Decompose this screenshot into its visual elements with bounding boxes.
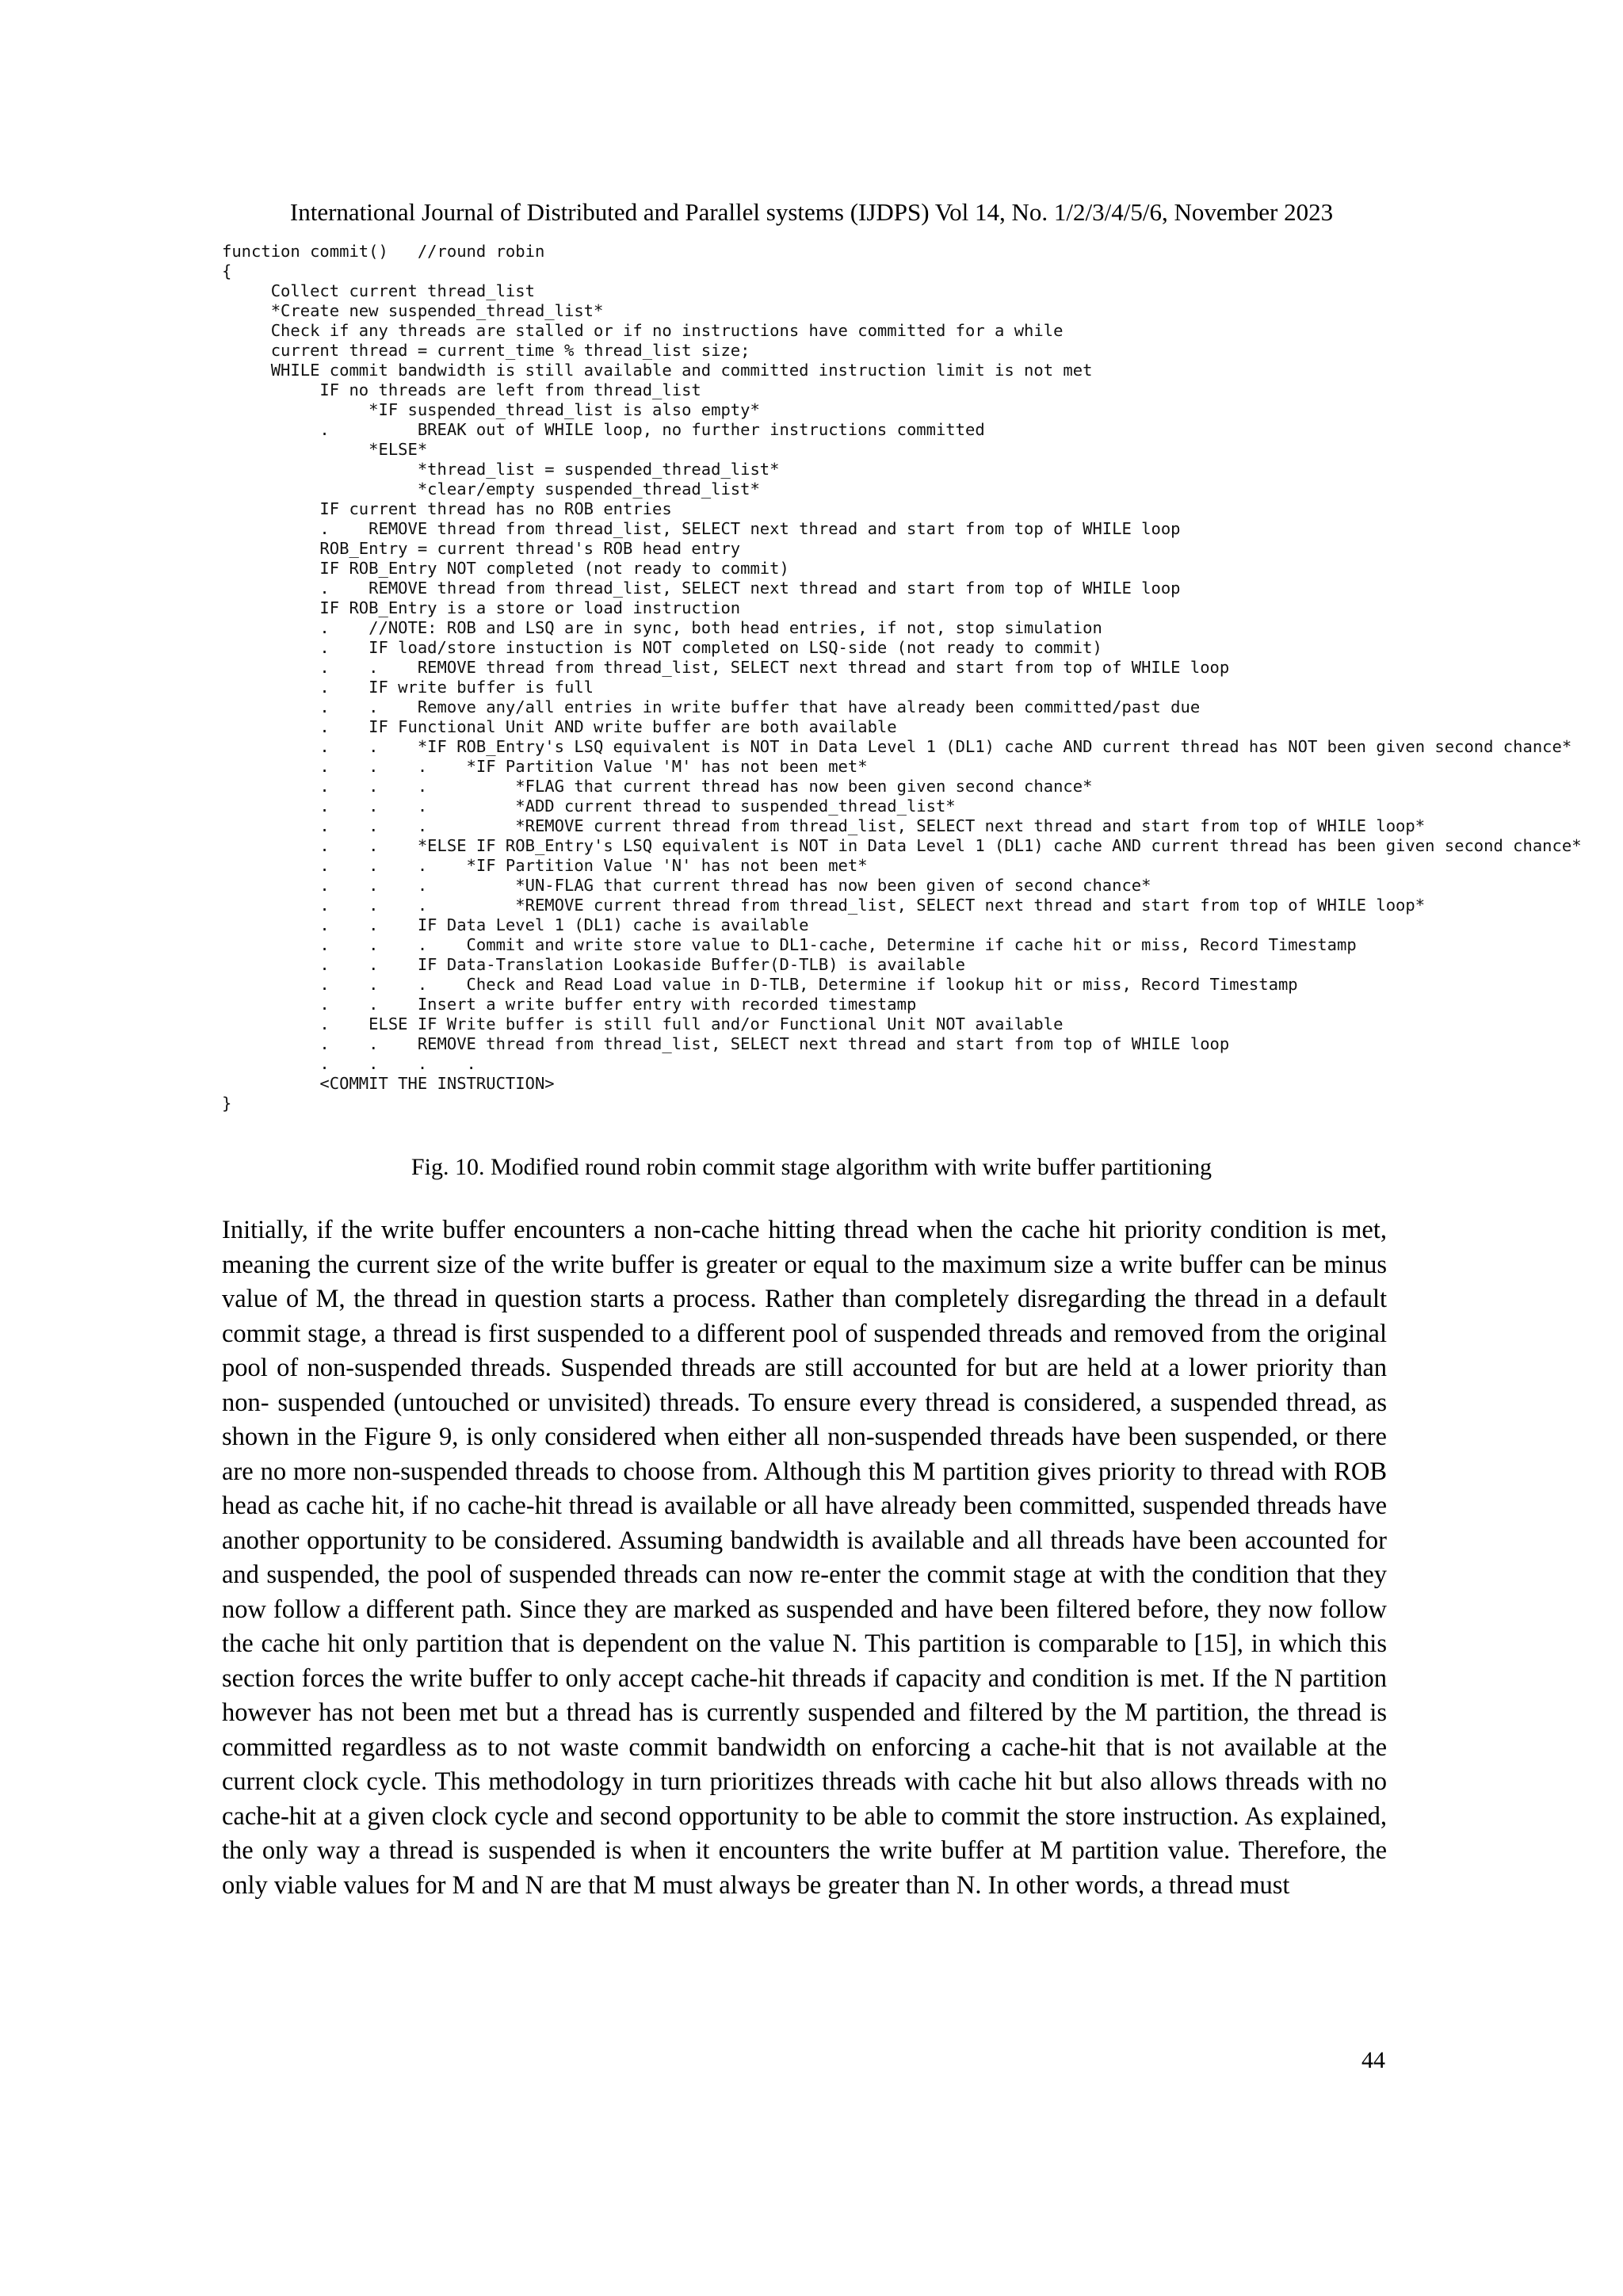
code-line: . . . *FLAG that current thread has now been given second chance* xyxy=(222,777,1093,796)
code-line: . BREAK out of WHILE loop, no further instructions committed xyxy=(222,420,985,439)
body-paragraph: Initially, if the write buffer encounters a non-cache hitting thread when the cache hit priority condition is met, meaning the current size of the write buffer is greater or equal to the maximum size a write buffer can be minus value of M, the thread in question starts a process. Rather than completely disregarding the thread in a default commit stage, a thread is first suspended to a different pool of suspended threads and removed from the original pool of non-suspended threads. Suspended threads are still accounted for but are held at a lower priority than non- suspended (untouched or unvisited) threads. To ensure every thread is considered, a suspended thread, as shown in the Figure 9, is only considered when either all non-suspended threads have been suspended, or there are no more non-suspended threads to choose from. Although this M partition gives priority to thread with ROB head as cache hit, if no cache-hit thread is available or all have already been committed, suspended threads have another opportunity to be considered. Assuming bandwidth is available and all threads have been accounted for and suspended, the pool of suspended threads can now re-enter the commit stage at with the condition that they now follow a different path. Since they are marked as suspended and have been filtered before, they now follow the cache hit only partition that is dependent on the value N. This partition is comparable to [15], in which this section forces the write buffer to only accept cache-hit threads if capacity and condition is met. If the N partition however has not been met but a thread has is currently suspended and filtered by the M partition, the thread is committed regardless as to not waste commit bandwidth on enforcing a cache-hit that is not available at the current clock cycle. This methodology in turn prioritizes threads with cache hit but also allows threads with no cache-hit at a given clock cycle and second opportunity to be able to commit the store instruction. As explained, the only way a thread is suspended is when it encounters the write buffer at M partition value. Therefore, the only viable values for M and N are that M must always be greater than N. In other words, a thread must xyxy=(222,1216,1387,1900)
code-line: . . *IF ROB_Entry's LSQ equivalent is NOT in Data Level 1 (DL1) cache AND current thread has NOT been given second chance* xyxy=(222,737,1572,756)
code-line: <COMMIT THE INSTRUCTION> xyxy=(222,1074,555,1093)
code-line: . . *ELSE IF ROB_Entry's LSQ equivalent is NOT in Data Level 1 (DL1) cache AND current thread has been given second chance* xyxy=(222,836,1582,855)
code-line: . IF write buffer is full xyxy=(222,678,594,697)
code-line: . REMOVE thread from thread_list, SELECT next thread and start from top of WHILE loop xyxy=(222,519,1181,538)
code-line: . . IF Data Level 1 (DL1) cache is available xyxy=(222,915,809,934)
code-line: } xyxy=(222,1094,232,1113)
code-line: . . . *UN-FLAG that current thread has now been given of second chance* xyxy=(222,876,1151,895)
code-line: *ELSE* xyxy=(222,440,428,459)
code-line: . . REMOVE thread from thread_list, SELECT next thread and start from top of WHILE loop xyxy=(222,1034,1230,1053)
code-line: . IF Functional Unit AND write buffer are both available xyxy=(222,717,897,736)
code-line: . IF load/store instuction is NOT completed on LSQ-side (not ready to commit) xyxy=(222,638,1102,657)
code-line: . . . . xyxy=(222,1054,476,1073)
code-line: . . . Check and Read Load value in D-TLB, Determine if lookup hit or miss, Record Timestamp xyxy=(222,975,1298,994)
code-line: *IF suspended_thread_list is also empty* xyxy=(222,400,760,419)
code-line: Collect current thread_list xyxy=(222,281,535,300)
code-line: IF no threads are left from thread_list xyxy=(222,380,701,399)
code-line: IF current thread has no ROB entries xyxy=(222,499,672,518)
code-line: . . Remove any/all entries in write buffer that have already been committed/past due xyxy=(222,697,1201,716)
code-line: . . Insert a write buffer entry with recorded timestamp xyxy=(222,995,917,1014)
code-line: ROB_Entry = current thread's ROB head entry xyxy=(222,539,741,558)
figure-caption: Fig. 10. Modified round robin commit stage algorithm with write buffer partitioning xyxy=(411,1154,1212,1180)
journal-header: International Journal of Distributed and Parallel systems (IJDPS) Vol 14, No. 1/2/3/4/5/6, November 2023 xyxy=(289,198,1334,226)
code-line: . . . Commit and write store value to DL1-cache, Determine if cache hit or miss, Record Timestamp xyxy=(222,935,1357,954)
code-line: *clear/empty suspended_thread_list* xyxy=(222,479,760,499)
page-number: 44 xyxy=(1361,2047,1385,2073)
code-line: { xyxy=(222,262,232,281)
code-line: . . . *IF Partition Value 'N' has not been met* xyxy=(222,856,868,875)
code-line: . . . *REMOVE current thread from thread_list, SELECT next thread and start from top of WHILE loop* xyxy=(222,896,1426,915)
code-line: . REMOVE thread from thread_list, SELECT next thread and start from top of WHILE loop xyxy=(222,579,1181,598)
code-line: . ELSE IF Write buffer is still full and/or Functional Unit NOT available xyxy=(222,1014,1064,1033)
code-line: function commit() //round robin xyxy=(222,242,545,261)
code-line: *Create new suspended_thread_list* xyxy=(222,301,604,320)
code-line: *thread_list = suspended_thread_list* xyxy=(222,460,780,479)
code-line: . . REMOVE thread from thread_list, SELECT next thread and start from top of WHILE loop xyxy=(222,658,1230,677)
code-line: . . . *REMOVE current thread from thread_list, SELECT next thread and start from top of WHILE loop* xyxy=(222,816,1426,835)
code-line: . . . *IF Partition Value 'M' has not been met* xyxy=(222,757,868,776)
code-line: . . IF Data-Translation Lookaside Buffer(D-TLB) is available xyxy=(222,955,965,974)
code-line: current thread = current_time % thread_list size; xyxy=(222,341,750,360)
code-line: IF ROB_Entry NOT completed (not ready to commit) xyxy=(222,559,789,578)
code-line: Check if any threads are stalled or if no instructions have committed for a while xyxy=(222,321,1064,340)
code-line: . //NOTE: ROB and LSQ are in sync, both head entries, if not, stop simulation xyxy=(222,618,1102,637)
code-line: IF ROB_Entry is a store or load instruction xyxy=(222,598,741,617)
algorithm-listing xyxy=(222,242,1582,1114)
code-line: WHILE commit bandwidth is still available and committed instruction limit is not met xyxy=(222,361,1093,380)
code-line: . . . *ADD current thread to suspended_thread_list* xyxy=(222,797,956,816)
